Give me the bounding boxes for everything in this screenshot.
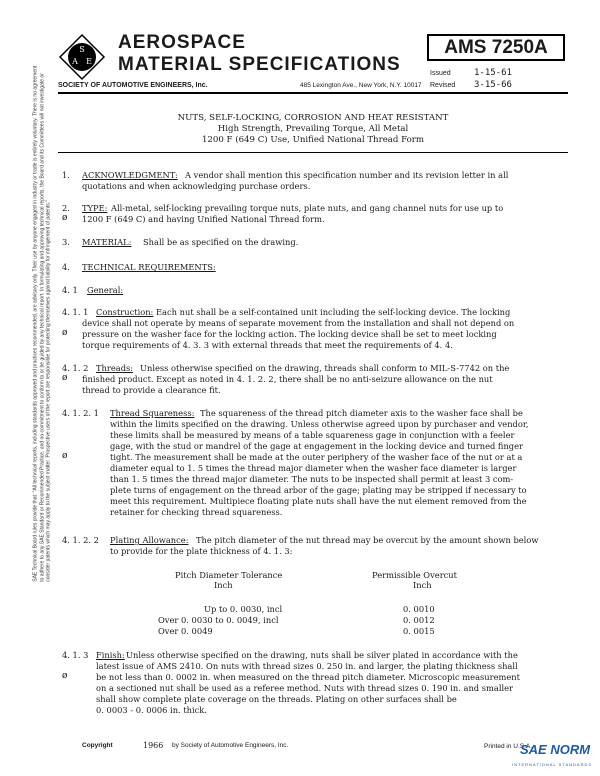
- table-col1-unit: Inch: [214, 580, 233, 590]
- table-row-tolerance: Up to 0. 0030, incl: [204, 604, 283, 614]
- section-4-1-heading: General:: [87, 285, 124, 295]
- table-row-overcut: 0. 0010: [403, 604, 435, 614]
- section-4-1-2-1-text: The squareness of the thread pitch diameter axis to the washer face shall be: [200, 408, 523, 418]
- doc-title-line2: High Strength, Prevailing Torque, All Metal: [217, 124, 409, 134]
- revised-label: Revised: [430, 82, 456, 89]
- section-4-1-2-1-text: tight. The measurement shall be made at the outer periphery of the washer face of the nut or at a: [110, 452, 523, 462]
- section-4-1-2-1-text: gage, with the stud or mandrel of the gage at engagement in the locking device and turned finger: [110, 441, 523, 451]
- section-4-1-3-heading: Finish:: [96, 650, 125, 660]
- header-rule: [58, 92, 568, 94]
- section-1-text: quotations and when acknowledging purchase orders.: [82, 181, 311, 191]
- issued-label: Issued: [430, 70, 451, 77]
- section-4-1-2-1-text: within the limits specified on the drawing. Unless otherwise agreed upon by purchaser and vendor,: [110, 419, 529, 429]
- table-col2-header: Permissible Overcut: [372, 570, 457, 580]
- section-4-1-3-text: Unless otherwise specified on the drawing, nuts shall be silver plated in accordance with the: [126, 650, 518, 660]
- section-4-1-2-number: 4. 1. 2: [62, 363, 89, 373]
- sae-disclaimer-side-note: SAE Technical Board rules provide that: "All technical reports, including standards approved and practices recommended, are advisory only. Their use by anyone engaged in industry or trade is entirely voluntary. There is no agreement to adhere to any SAE Standard or Recommended Practice, and no commitment to conform to or be guided by any technical report. In formulating and approving technical reports, the Board and its Committees will not investigate or consider patents which may apply to the subject matter. Prospective users of the report are responsible for protecting themselves against liability for infringement of patents.": [32, 65, 52, 582]
- section-2-number: 2.: [62, 203, 70, 213]
- section-4-1-2-1-heading: Thread Squareness:: [110, 408, 195, 418]
- section-4-1-1-text: Each nut shall be a self-contained unit including the self-locking device. The locking: [156, 307, 511, 317]
- doc-title-line3: 1200 F (649 C) Use, Unified National Thread Form: [201, 135, 425, 145]
- footer-printed: Printed in U.S.A.: [484, 743, 533, 750]
- section-4-1-2-2-text: to provide for the plate thickness of 4. 1. 3:: [110, 546, 293, 556]
- sae-norm-subtitle: INTERNATIONAL STANDARDS: [512, 762, 593, 767]
- sae-logo: [58, 33, 106, 81]
- table-row-tolerance: Over 0. 0049: [158, 626, 213, 636]
- section-4-heading: TECHNICAL REQUIREMENTS:: [82, 262, 216, 272]
- table-col1-header: Pitch Diameter Tolerance: [175, 570, 283, 580]
- section-4-1-2-2-text: The pitch diameter of the nut thread may be overcut by the amount shown below: [196, 535, 539, 545]
- section-1-heading: ACKNOWLEDGMENT:: [82, 170, 178, 180]
- section-2-text: All-metal, self-locking prevailing torque nuts, plate nuts, and gang channel nuts for use up to: [111, 203, 504, 213]
- section-4-1-2-heading: Threads:: [96, 363, 134, 373]
- change-mark: ø: [62, 373, 68, 383]
- section-4-1-2-1-text: meet this requirement. Multipiece floating plate nuts shall have the nut element removed from the: [110, 496, 527, 506]
- section-4-1-2-1-text: retainer for checking thread squareness.: [110, 507, 283, 517]
- section-3-text: Shall be as specified on the drawing.: [143, 237, 299, 247]
- title-rule: [58, 152, 568, 153]
- section-4-1-2-2-heading: Plating Allowance:: [110, 535, 189, 545]
- section-4-1-1-text: torque requirements of 4. 3. 3 with external threads that meet the requirements of 4. 4.: [82, 340, 453, 350]
- section-4-1-2-1-text: these limits shall be measured by means of a table squareness gage in conjunction with a feeler: [110, 430, 515, 440]
- section-4-1-2-1-text: plete turns of engagement on the thread arbor of the gage; plating may be stripped if necessary to: [110, 485, 527, 495]
- table-row-overcut: 0. 0012: [403, 615, 435, 625]
- footer-year: 1966: [143, 741, 164, 750]
- section-4-1-3-text: on a sectioned nut shall be used as a referee method. Nuts with thread sizes 0. 190 in. and smaller: [96, 683, 514, 693]
- section-4-1-3-text: latest issue of AMS 2410. On nuts with thread sizes 0. 250 in. and larger, the plating thickness shall: [96, 661, 518, 671]
- section-4-1-2-1-number: 4. 1. 2. 1: [62, 408, 99, 418]
- table-col2-unit: Inch: [413, 580, 432, 590]
- society-name: SOCIETY OF AUTOMOTIVE ENGINEERS, Inc.: [58, 82, 208, 89]
- section-4-1-2-text: thread to provide a clearance fit.: [82, 385, 221, 395]
- section-4-1-3-text: be not less than 0. 0002 in. when measured on the thread pitch diameter. Microscopic measurement: [96, 672, 520, 682]
- section-3-number: 3.: [62, 237, 70, 247]
- footer-society: by Society of Automotive Engineers, Inc.: [172, 742, 289, 749]
- table-row-tolerance: Over 0. 0030 to 0. 0049, incl: [158, 615, 279, 625]
- section-4-1-1-text: pressure on the washer face for the locking action. The locking device shall be set to meet locking: [82, 329, 497, 339]
- svg-text:S: S: [79, 45, 85, 54]
- section-4-1-1-text: device shall not operate by means of separate movement from the installation and shall not depend on: [82, 318, 515, 328]
- section-4-1-number: 4. 1: [62, 285, 78, 295]
- org-title-line1: AEROSPACE: [118, 32, 246, 53]
- society-address: 485 Lexington Ave., New York, N.Y. 10017: [300, 82, 422, 89]
- svg-text:A: A: [72, 57, 78, 66]
- revised-date: 3-15-66: [474, 80, 512, 90]
- section-1-number: 1.: [62, 170, 70, 180]
- section-4-1-2-1-text: diameter equal to 1. 5 times the thread major diameter when the washer face diameter is larger: [110, 463, 517, 473]
- section-4-1-1-number: 4. 1. 1: [62, 307, 89, 317]
- section-4-number: 4.: [62, 262, 70, 272]
- section-4-1-3-text: 0. 0003 - 0. 0006 in. thick.: [96, 705, 207, 715]
- section-3-heading: MATERIAL:: [82, 237, 132, 247]
- section-2-text: 1200 F (649 C) and having Unified National Thread form.: [82, 214, 325, 224]
- change-mark: ø: [62, 451, 68, 461]
- doc-title-line1: NUTS, SELF-LOCKING, CORROSION AND HEAT RESISTANT: [177, 113, 449, 123]
- section-4-1-2-text: finished product. Except as noted in 4. 1. 2. 2, there shall be no anti-seizure allowance on the nut: [82, 374, 493, 384]
- section-1-text: A vendor shall mention this specification number and its revision letter in all: [185, 170, 509, 180]
- change-mark: ø: [62, 328, 68, 338]
- section-4-1-2-text: Unless otherwise specified on the drawing, threads shall conform to MIL-S-7742 on the: [140, 363, 510, 373]
- change-mark: ø: [62, 671, 68, 681]
- svg-text:E: E: [86, 57, 92, 66]
- issued-date: 1-15-61: [474, 68, 512, 78]
- sae-norm-watermark: SAE NORM: [520, 742, 591, 757]
- table-row-overcut: 0. 0015: [403, 626, 435, 636]
- section-4-1-3-number: 4. 1. 3: [62, 650, 89, 660]
- section-4-1-3-text: shall show complete plate coverage on the threads. Plating on other surfaces shall be: [96, 694, 457, 704]
- document-number: AMS 7250A: [427, 34, 565, 61]
- footer-copyright: Copyright: [82, 742, 113, 749]
- section-4-1-2-2-number: 4. 1. 2. 2: [62, 535, 99, 545]
- section-4-1-1-heading: Construction:: [96, 307, 154, 317]
- section-2-heading: TYPE:: [82, 203, 108, 213]
- section-4-1-2-1-text: than 1. 5 times the thread major diameter. The nuts to be inspected shall permit at least 3 com-: [110, 474, 514, 484]
- change-mark: ø: [62, 213, 68, 223]
- org-title-line2: MATERIAL SPECIFICATIONS: [118, 54, 401, 75]
